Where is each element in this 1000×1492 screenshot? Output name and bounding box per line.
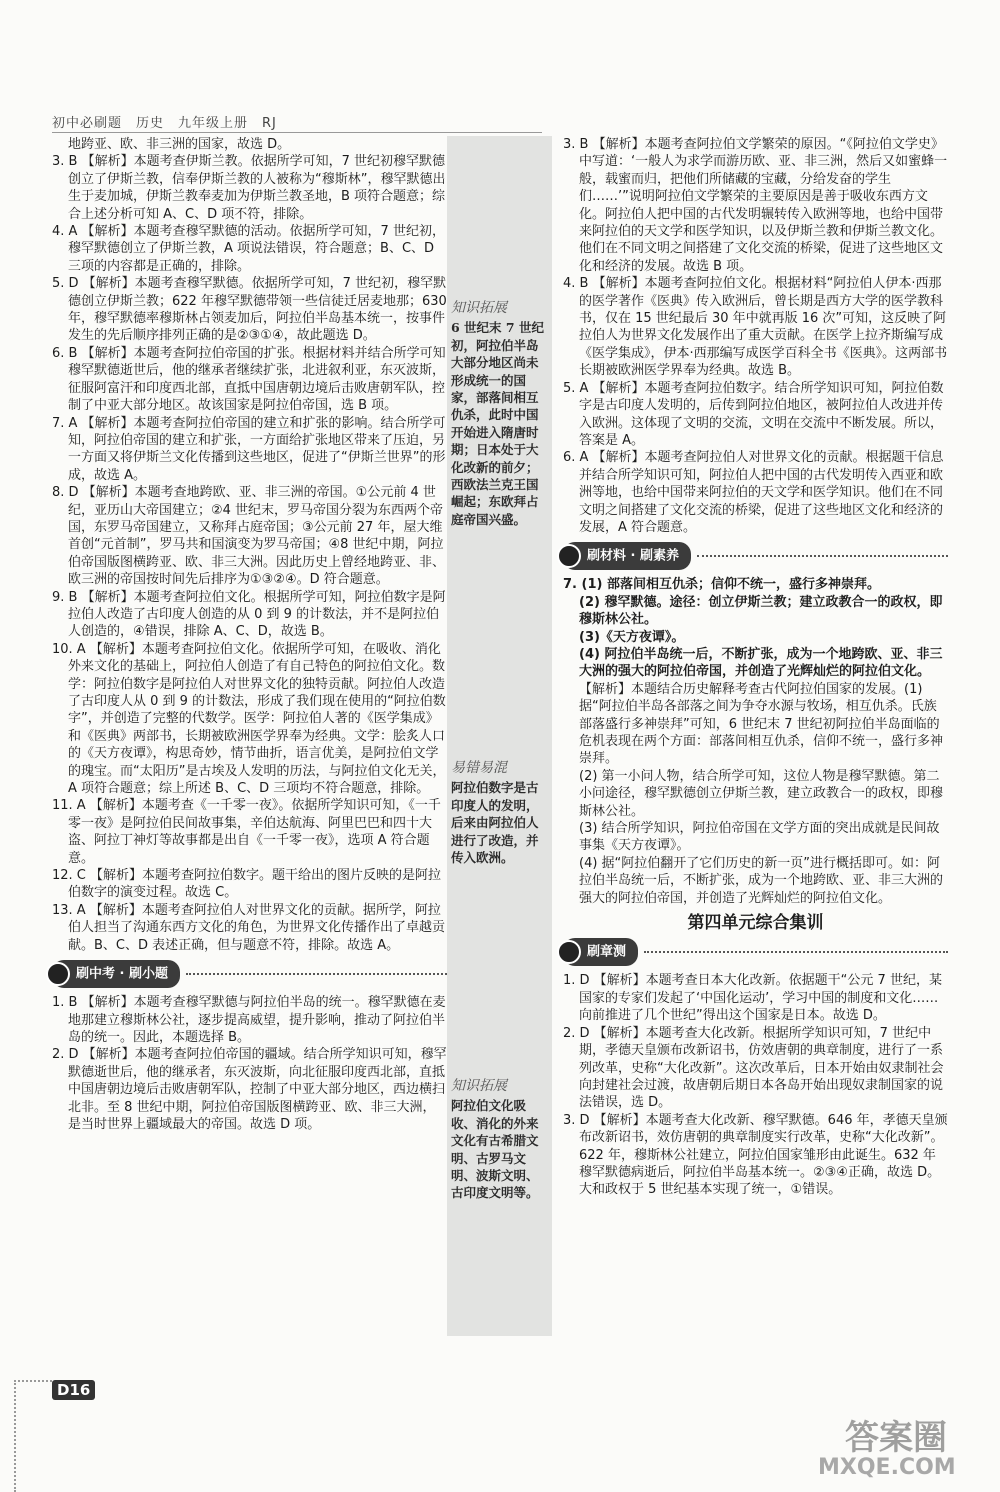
sidebar-note-text: 阿拉伯文化吸收、消化的外来文化有古希腊文明、古罗马文明、波斯文明、古印度文明等。 <box>451 1098 539 1201</box>
sidebar-note-text: 6 世纪末 7 世纪初，阿拉伯半岛大部分地区尚未形成统一的国家，部落间相互仇杀，此时中国开始进入隋唐时期；日本处于大化改新的前夕；西欧法兰克王国崛起；东欧拜占庭帝国兴盛。 <box>451 320 544 527</box>
answer-item: 13. A 【解析】本题考查阿拉伯人对世界文化的贡献。据所学，阿拉伯人担当了沟通东西方文化的角色，为世界文化传播作出了卓越贡献。B、C、D 表述正确，但与题意不符，排除。故选 A。 <box>52 902 446 953</box>
answer-item: (3) 结合所学知识，阿拉伯帝国在文学方面的突出成就是民间故事集《天方夜谭》。 <box>579 821 940 854</box>
answer-item: 5. D 【解析】本题考查穆罕默德。依据所学可知，7 世纪初，穆罕默德创立伊斯兰教；622 年穆罕默德带领一些信徒迁居麦地那；630 年，穆罕默德率穆斯林占领麦加后，阿拉伯半岛基本统一，按事件发生的先后顺序排列正确的是②③①④，故此题选 D。 <box>52 276 447 344</box>
answer-item: 3. B 【解析】本题考查伊斯兰教。依据所学可知，7 世纪初穆罕默德创立了伊斯兰教，信奉伊斯兰教的人被称为“穆斯林”，穆罕默德出生于麦加城，伊斯兰教奉麦加为伊斯兰教圣地，B 项符合题意；综合上述分析可知 A、C、D 项不符，排除。 <box>52 154 446 222</box>
section-label: 刷材料 · 刷素养 <box>587 548 679 564</box>
answer-item: 7. A 【解析】本题考查阿拉伯帝国的建立和扩张的影响。结合所学可知，阿拉伯帝国的建立和扩张，一方面给扩张地区带来了压迫，另一方面又将伊斯兰文化传播到这些地区，促进了“伊斯兰世界”的形成，故选 A。 <box>52 415 446 483</box>
answer-item: 6. A 【解析】本题考查阿拉伯人对世界文化的贡献。根据题干信息并结合所学知识可知，阿拉伯人把中国的古代发明传入西亚和欧洲等地，也给中国带来阿拉伯的天文学和医学知识。他们在不同文明之间搭建了文化交流的桥梁，促进了这些地区文化和经济的发展，A 符合题意。 <box>563 450 944 535</box>
answer-item: 8. D 【解析】本题考查地跨欧、亚、非三洲的帝国。①公元前 4 世纪，亚历山大帝国建立；②4 世纪末，罗马帝国分裂为东西两个帝国，东罗马帝国建立，又称拜占庭帝国；③公元前 27 年，屋大维首创“元首制”，罗马共和国演变为罗马帝国；④8 世纪中期，阿拉伯帝国版图横跨亚、欧、非三大洲。因此历史上曾经地跨亚、非、欧三洲的帝国按时间先后排序为①③②④。D 符合题意。 <box>52 485 446 588</box>
watermark-url: MXQE.COM <box>818 1455 956 1480</box>
answer-item: 3. D 【解析】本题考查大化改新、穆罕默德。646 年，孝德天皇颁布改新诏书，效仿唐朝的典章制度实行改革，史称“大化改新”。622 年，穆斯林公社建立，阿拉伯国家雏形由此诞生。632 年穆罕默德病逝后，阿拉伯半岛基本统一。②③④正确，故选 D。大和政权于 5 世纪基本实现了统一，①错误。 <box>563 1112 948 1198</box>
section-pill <box>563 938 638 966</box>
answer-item: (4) 据“阿拉伯翻开了它们历史的新一页”进行概括即可。如：阿拉伯半岛统一后，不断扩张，成为一个地跨欧、亚、非三大洲的强大的阿拉伯帝国，并创造了光辉灿烂的阿拉伯文化。 <box>579 855 944 906</box>
unit-title: 第四单元综合集训 <box>687 913 824 934</box>
answer-item: (2) 穆罕默德。途径：创立伊斯兰教；建立政教合一的政权，即穆斯林公社。 <box>579 594 943 628</box>
sidebar-note-3 <box>451 1078 549 1202</box>
answer-item: 7. (1) 部落间相互仇杀；信仰不统一，盛行多神崇拜。 <box>563 577 880 593</box>
dotted-divider <box>697 555 948 557</box>
sidebar-note-title: 易错易混 <box>451 760 507 776</box>
answer-item: 5. A 【解析】本题考查阿拉伯数字。结合所学知识可知，阿拉伯数字是古印度人发明的，后传到阿拉伯地区，被阿拉伯人改进并传入欧洲。这体现了文明的交流，文明在交流中不断发展。所以，答案是 A。 <box>563 380 944 448</box>
answer-item: 3. B 【解析】本题考查阿拉伯文学繁荣的原因。“《阿拉伯文学史》中写道：‘一般人为求学而游历欧、亚、非三洲，然后又如蜜蜂一般，载蜜而归，把他们所储藏的宝藏，分给发奋的学生们……’”说明阿拉伯文学繁荣的主要原因是善于吸收东西方文化。阿拉伯人把中国的古代发明辗转传入欧洲等地，也给中国带来阿拉伯的天文学和医学知识，以及伊斯兰教和伊斯兰教文化。他们在不同文明之间搭建了文化交流的桥梁，促进了这些地区文化和经济的发展。故选 B 项。 <box>563 137 948 274</box>
dotted-divider <box>644 951 948 953</box>
answer-item: 11. A 【解析】本题考查《一千零一夜》。依据所学知识可知，《一千零一夜》是阿拉伯民间故事集，辛伯达航海、阿里巴巴和四十大盗、阿拉丁神灯等故事都是出自《一千零一夜》，选项 A 符合题意。 <box>52 798 441 866</box>
left-answer-column <box>52 136 447 1133</box>
answer-item: 1. D 【解析】本题考查日本大化改新。依据题干“公元 7 世纪，某国家的专家们发起了‘中国化运动’，学习中国的制度和文化……向前推进了几个世纪”得出这个国家是日本。故选 D。 <box>563 973 942 1024</box>
answer-item: 10. A 【解析】本题考查阿拉伯文化。依据所学可知，在吸收、消化外来文化的基础上，阿拉伯人创造了有自己特色的阿拉伯文化。数学：阿拉伯数字是阿拉伯人对世界文化的独特贡献。阿拉伯人改造了古印度人从 0 到 9 的计数法，形成了我们现在使用的“阿拉伯数字”，并创造了完整的代数学。医学：阿拉伯人著的《医学集成》和《医典》两部书，长期被欧洲医学界奉为经典。文学：脍炙人口的《天方夜谭》，构思奇妙，情节曲折，语言优美，是阿拉伯文学的瑰宝。而“太阳历”是古埃及人发明的历法，与阿拉伯文化无关，A 项符合题意；综上所述 B、C、D 三项均不符合题意，排除。 <box>52 641 446 797</box>
answer-item: (4) 阿拉伯半岛统一后，不断扩张，成为一个地跨欧、亚、非三大洲的强大的阿拉伯帝国，并创造了光辉灿烂的阿拉伯文化。 <box>579 646 943 680</box>
section-header <box>563 938 948 966</box>
header-rule <box>52 132 542 133</box>
sidebar-note-text: 阿拉伯数字是古印度人的发明，后来由阿拉伯人进行了改造，并传入欧洲。 <box>451 780 539 866</box>
section-pill <box>52 960 180 988</box>
brush-icon <box>46 962 70 986</box>
sidebar-note-title: 知识拓展 <box>451 1078 507 1094</box>
section-pill <box>563 542 691 570</box>
section-header <box>52 960 447 988</box>
answer-item: 2. D 【解析】本题考查阿拉伯帝国的疆域。结合所学知识可知，穆罕默德逝世后，他的继承者，东灭波斯，向北征服印度西北部，直抵中国唐朝边境后击败唐朝军队，控制了中亚大部分地区，西边横扫北非。至 8 世纪中期，阿拉伯帝国版图横跨亚、欧、非三大洲，是当时世界上疆域最大的帝国。故选 D 项。 <box>52 1047 447 1132</box>
right-answer-column <box>563 136 948 1199</box>
answer-item: (2) 第一小问人物，结合所学可知，这位人物是穆罕默德。第二小问途径，穆罕默德创立伊斯兰教，建立政教合一的政权，即穆斯林公社。 <box>579 768 944 819</box>
section-label: 刷中考 · 刷小题 <box>76 966 168 982</box>
sidebar-note-1 <box>451 300 549 528</box>
brush-icon <box>557 544 581 568</box>
answer-item: (3)《天方夜谭》。 <box>579 629 685 645</box>
brush-icon <box>557 940 581 964</box>
answer-item: 6. B 【解析】本题考查阿拉伯帝国的扩张。根据材料并结合所学可知穆罕默德逝世后，他的继承者继续扩张，北进叙利亚，东灭波斯，征服阿富汗和印度西北部，直抵中国唐朝边境后击败唐朝军队，控制了中亚大部分地区。故该国家是阿拉伯帝国，选 B 项。 <box>52 345 446 414</box>
sidebar-note-2 <box>451 760 549 866</box>
answer-item: 地跨亚、欧、非三洲的国家，故选 D。 <box>68 137 291 152</box>
watermark-logo: 答案圈 <box>845 1418 947 1458</box>
section-label: 刷章测 <box>587 944 627 960</box>
dotted-divider <box>186 973 447 975</box>
page-number: D16 <box>52 1380 95 1400</box>
page-header <box>52 112 277 131</box>
sidebar-note-title: 知识拓展 <box>451 300 507 316</box>
answer-item: 9. B 【解析】本题考查阿拉伯文化。根据所学可知，阿拉伯数字是阿拉伯人改造了古印度人创造的从 0 到 9 的计数法，并不是阿拉伯人创造的，④错误，排除 A、C、D，故选 B。 <box>52 589 446 640</box>
answer-item: 4. A 【解析】本题考查穆罕默德的活动。依据所学可知，7 世纪初，穆罕默德创立了伊斯兰教，A 项说法错误，符合题意；B、C、D 三项的内容都是正确的，排除。 <box>52 224 445 274</box>
answer-item: 2. D 【解析】本题考查大化改新。根据所学知识可知，7 世纪中期，孝德天皇颁布改新诏书，仿效唐朝的典章制度，进行了一系列改革，史称“大化改新”。这次改革后，日本开始由奴隶制社会向封建社会过渡，故唐朝后期日本各岛开始出现奴隶制国家的说法错误，选 D。 <box>563 1025 944 1111</box>
answer-item: 1. B 【解析】本题考查穆罕默德与阿拉伯半岛的统一。穆罕默德在麦地那建立穆斯林公社，逐步提高威望，提升影响，推动了阿拉伯半岛的统一。因此，本题选择 B。 <box>52 995 446 1045</box>
section-header <box>563 542 948 570</box>
answer-item: 【解析】本题结合历史解释考查古代阿拉伯国家的发展。(1) 据“阿拉伯半岛各部落之间为争夺水源与牧场，相互仇杀。氏族部落盛行多神崇拜”可知，6 世纪末 7 世纪初阿拉伯半岛面临的危机表现在两个方面：部落间相互仇杀，信仰不统一，盛行多神崇拜。 <box>579 681 944 767</box>
answer-item: 12. C 【解析】本题考查阿拉伯数字。题干给出的图片反映的是阿拉伯数字的演变过程。故选 C。 <box>52 868 442 901</box>
answer-item: 4. B 【解析】本题考查阿拉伯文化。根据材料“阿拉伯人伊本·西那的医学著作《医典》传入欧洲后，曾长期是西方大学的医学教科书，仅在 15 世纪最后 30 年中就再版 16 次”可知，这反映了阿拉伯人为世界文化发展作出了重大贡献。在医学上拉齐斯编写成《医学集成》，伊本·西那编写成医学百科全书《医典》。这两部书长期被欧洲医学界奉为经典。故选 B。 <box>563 276 948 379</box>
corner-decoration <box>14 1380 52 1492</box>
header-text: 初中必刷题 历史 九年级上册 RJ <box>52 116 277 131</box>
